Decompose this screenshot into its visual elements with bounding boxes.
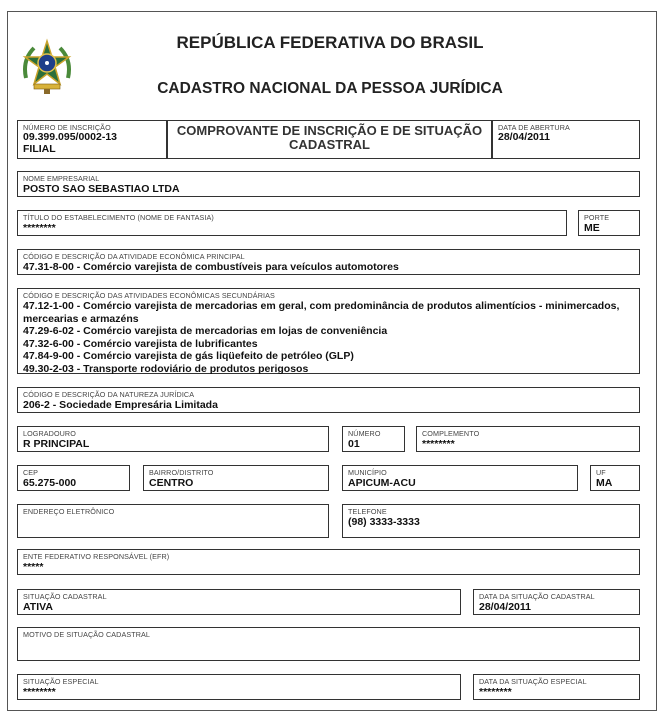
fantasia-value: ********	[23, 222, 56, 234]
telefone-value: (98) 3333-3333	[348, 516, 420, 528]
nome-label: NOME EMPRESARIAL	[23, 174, 100, 183]
logradouro-box	[17, 426, 329, 452]
motivo-box	[17, 627, 640, 661]
uf-value: MA	[596, 477, 613, 489]
atividade-principal-value: 47.31-8-00 - Comércio varejista de combustíveis para veículos automotores	[23, 261, 399, 273]
nome-value: POSTO SAO SEBASTIAO LTDA	[23, 183, 180, 195]
motivo-label: MOTIVO DE SITUAÇÃO CADASTRAL	[23, 630, 151, 639]
logradouro-label: LOGRADOURO	[23, 429, 76, 438]
porte-value: ME	[584, 222, 600, 234]
municipio-value: APICUM-ACU	[348, 477, 416, 489]
numero-box	[342, 426, 405, 452]
efr-box	[17, 549, 640, 575]
natureza-juridica-box	[17, 387, 640, 413]
email-box	[17, 504, 329, 538]
situacao-label: SITUAÇÃO CADASTRAL	[23, 592, 107, 601]
fantasia-box	[17, 210, 567, 236]
fantasia-label: TÍTULO DO ESTABELECIMENTO (NOME DE FANTASIA)	[23, 213, 214, 222]
list-item: 47.12-1-00 - Comércio varejista de mercadorias em geral, com predominância de produtos alimentícios - minimercados, mercearias e armazéns	[23, 300, 620, 325]
situacao-especial-box	[17, 674, 461, 700]
cep-label: CEP	[23, 468, 39, 477]
porte-box	[578, 210, 640, 236]
list-item: 49.30-2-03 - Transporte rodoviário de produtos perigosos	[23, 362, 309, 375]
abertura-label: DATA DE ABERTURA	[498, 123, 570, 132]
numero-label: NÚMERO	[348, 429, 381, 438]
comprovante-title-box	[167, 120, 492, 159]
situacao-especial-value: ********	[23, 686, 56, 698]
natureza-label: CÓDIGO E DESCRIÇÃO DA NATUREZA JURÍDICA	[23, 390, 195, 399]
numero-value: 01	[348, 438, 360, 450]
efr-value: *****	[23, 561, 44, 573]
bairro-value: CENTRO	[149, 477, 194, 489]
cep-box	[17, 465, 130, 491]
situacao-value: ATIVA	[23, 601, 53, 613]
email-label: ENDEREÇO ELETRÔNICO	[23, 507, 115, 516]
data-situacao-especial-label: DATA DA SITUAÇÃO ESPECIAL	[479, 677, 587, 686]
nome-empresarial-box	[17, 171, 640, 197]
bairro-box	[143, 465, 329, 491]
registry-heading: CADASTRO NACIONAL DA PESSOA JURÍDICA	[157, 80, 503, 97]
inscricao-number: 09.399.095/0002-13	[23, 131, 118, 143]
country-heading: REPÚBLICA FEDERATIVA DO BRASIL	[176, 33, 484, 52]
inscricao-label: NÚMERO DE INSCRIÇÃO	[23, 123, 111, 132]
efr-label: ENTE FEDERATIVO RESPONSÁVEL (EFR)	[23, 552, 170, 561]
situacao-box	[17, 589, 461, 615]
brazil-coat-of-arms-icon	[20, 38, 74, 96]
municipio-label: MUNICÍPIO	[348, 468, 387, 477]
list-item: 47.84-9-00 - Comércio varejista de gás liqüefeito de petróleo (GLP)	[23, 350, 354, 362]
telefone-box	[342, 504, 640, 538]
logradouro-value: R PRINCIPAL	[23, 438, 90, 450]
inscricao-box	[17, 120, 167, 159]
bairro-label: BAIRRO/DISTRITO	[149, 468, 214, 477]
complemento-box	[416, 426, 640, 452]
data-situacao-especial-box	[473, 674, 640, 700]
data-situacao-box	[473, 589, 640, 615]
cep-value: 65.275-000	[23, 477, 77, 489]
inscricao-type: FILIAL	[23, 143, 56, 155]
atividade-principal-label: CÓDIGO E DESCRIÇÃO DA ATIVIDADE ECONÔMICA PRINCIPAL	[23, 252, 245, 261]
comprovante-title: COMPROVANTE DE INSCRIÇÃO E DE SITUAÇÃO CADASTRAL	[176, 123, 483, 152]
list-item: 47.32-6-00 - Comércio varejista de lubrificantes	[23, 337, 258, 350]
natureza-value: 206-2 - Sociedade Empresária Limitada	[23, 399, 218, 411]
municipio-box	[342, 465, 578, 491]
data-situacao-label: DATA DA SITUAÇÃO CADASTRAL	[479, 592, 595, 601]
atividades-secundarias-label: CÓDIGO E DESCRIÇÃO DAS ATIVIDADES ECONÔMICAS SECUNDÁRIAS	[23, 291, 275, 300]
atividades-secundarias-list	[23, 300, 634, 375]
porte-label: PORTE	[584, 213, 610, 222]
atividade-principal-box	[17, 249, 640, 275]
complemento-label: COMPLEMENTO	[422, 429, 480, 438]
uf-box	[590, 465, 640, 491]
telefone-label: TELEFONE	[348, 507, 387, 516]
abertura-value: 28/04/2011	[498, 131, 550, 143]
list-item: 47.29-6-02 - Comércio varejista de mercadorias em lojas de conveniência	[23, 325, 388, 337]
data-situacao-value: 28/04/2011	[479, 601, 531, 613]
abertura-box	[492, 120, 640, 159]
uf-label: UF	[596, 468, 606, 477]
situacao-especial-label: SITUAÇÃO ESPECIAL	[23, 677, 99, 686]
atividades-secundarias-box	[17, 288, 640, 374]
complemento-value: ********	[422, 438, 455, 450]
data-situacao-especial-value: ********	[479, 686, 512, 698]
